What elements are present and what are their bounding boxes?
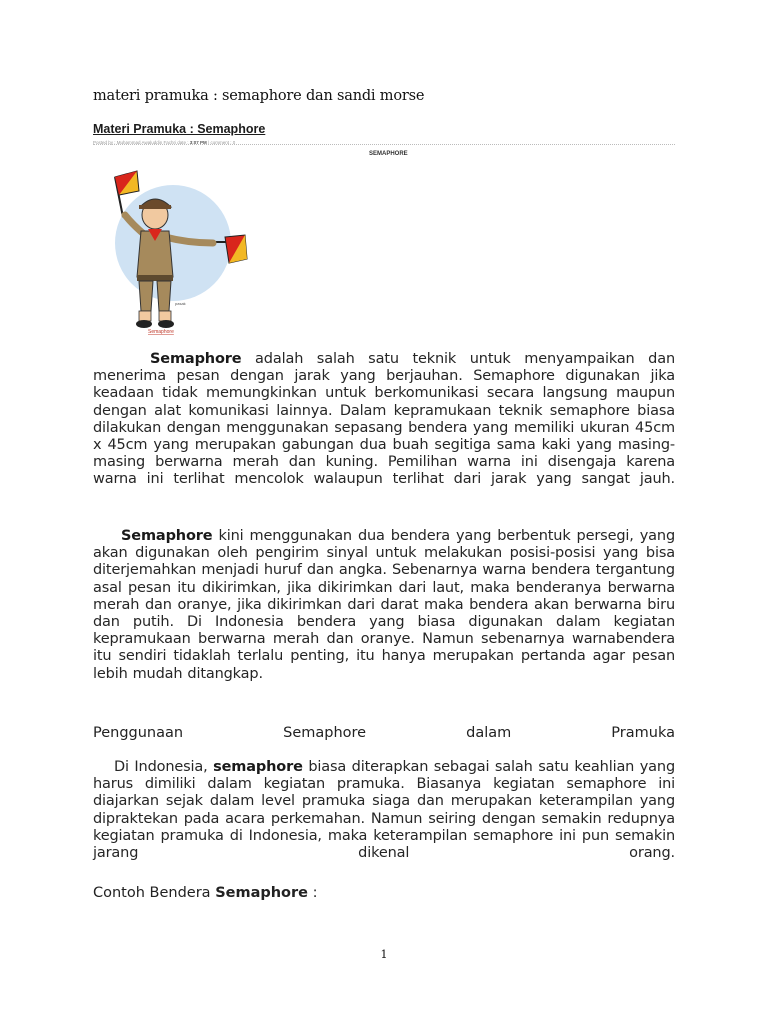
paragraph-2	[93, 528, 675, 683]
paragraph-3-bold: semaphore	[213, 759, 303, 775]
paragraph-3	[93, 759, 675, 862]
paragraph-2-bold: Semaphore	[121, 528, 213, 544]
post-meta-prefix: Posted by : Muhammad Awaluddin Fachri date :	[93, 140, 189, 145]
example-suffix: :	[308, 885, 318, 901]
scout-semaphore-illustration	[93, 165, 258, 337]
heading-word-2: Semaphore	[283, 725, 367, 741]
paragraph-3-prefix: Di Indonesia,	[114, 759, 214, 775]
illustration-caption: Semaphore	[148, 329, 174, 335]
post-meta-time: 3:07 PM	[189, 140, 207, 145]
paragraph-1	[93, 351, 675, 489]
heading-word-1: Penggunaan	[93, 725, 184, 741]
example-bold: Semaphore	[215, 885, 309, 901]
example-prefix: Contoh Bendera	[93, 885, 216, 901]
heading-word-4: Pramuka	[611, 725, 675, 741]
paragraph-3-text: biasa diterapkan sebagai salah satu keahlian yang harus dimiliki dalam kegiatan pramuka. Biasanya kegiatan semaphore ini diajarkan sejak dalam level pramuka siaga dan merupakan keterampilan yang dipraktekan pada acara perkemahan. Namun seiring dengan semakin redupnya kegiatan pramuka di Indonesia, maka keterampilan semaphore ini pun semakin jarang dikenal orang.	[93, 759, 675, 862]
divider	[93, 144, 675, 145]
example-heading	[93, 885, 318, 901]
paragraph-1-text: adalah salah satu teknik untuk menyampaikan dan menerima pesan dengan jarak yang berjauhan. Semaphore digunakan jika keadaan tidak memungkinkan untuk berkomunikasi secara langsung maupun dengan alat komunikasi lainnya. Dalam kepramukaan teknik semaphore biasa dilakukan dengan menggunakan sepasang bendera yang memiliki ukuran 45cm x 45cm yang merupakan gabungan dua buah segitiga sama kaki yang masing-masing berwarna merah dan kuning. Pemilihan warna ini disengaja karena warna ini terlihat mencolok walaupun terlihat dari jarak yang sangat jauh.	[93, 351, 675, 488]
page-number: 1	[380, 948, 388, 961]
document-title: materi pramuka : semaphore dan sandi morse	[93, 88, 425, 104]
post-meta-suffix: | comment : 0	[208, 140, 236, 145]
illustration-signature: pasak	[175, 301, 186, 306]
heading-word-3: dalam	[466, 725, 512, 741]
paragraph-2-text: kini menggunakan dua bendera yang berbentuk persegi, yang akan digunakan oleh pengirim sinyal untuk melakukan posisi-posisi yang bisa diterjemahkan menjadi huruf dan angka. Sebenarnya warna bendera tergantung asal pesan itu dikirimkan, jika dikirimkan dari laut, maka benderanya berwarna merah dan oranye, jika dikirimkan dari darat maka bendera akan berwarna biru dan putih. Di Indonesia bendera yang biasa digunakan dalam kegiatan kepramukaan berwarna merah dan oranye. Namun sebenarnya warnabendera itu sendiri tidaklah terlalu penting, itu hanya merupakan pertanda agar pesan lebih mudah ditangkap.	[93, 528, 675, 682]
section-caption: SEMAPHORE	[369, 151, 408, 157]
paragraph-1-bold: Semaphore	[150, 351, 242, 367]
post-title-link[interactable]: Materi Pramuka : Semaphore	[93, 122, 266, 136]
section-heading	[93, 725, 675, 741]
